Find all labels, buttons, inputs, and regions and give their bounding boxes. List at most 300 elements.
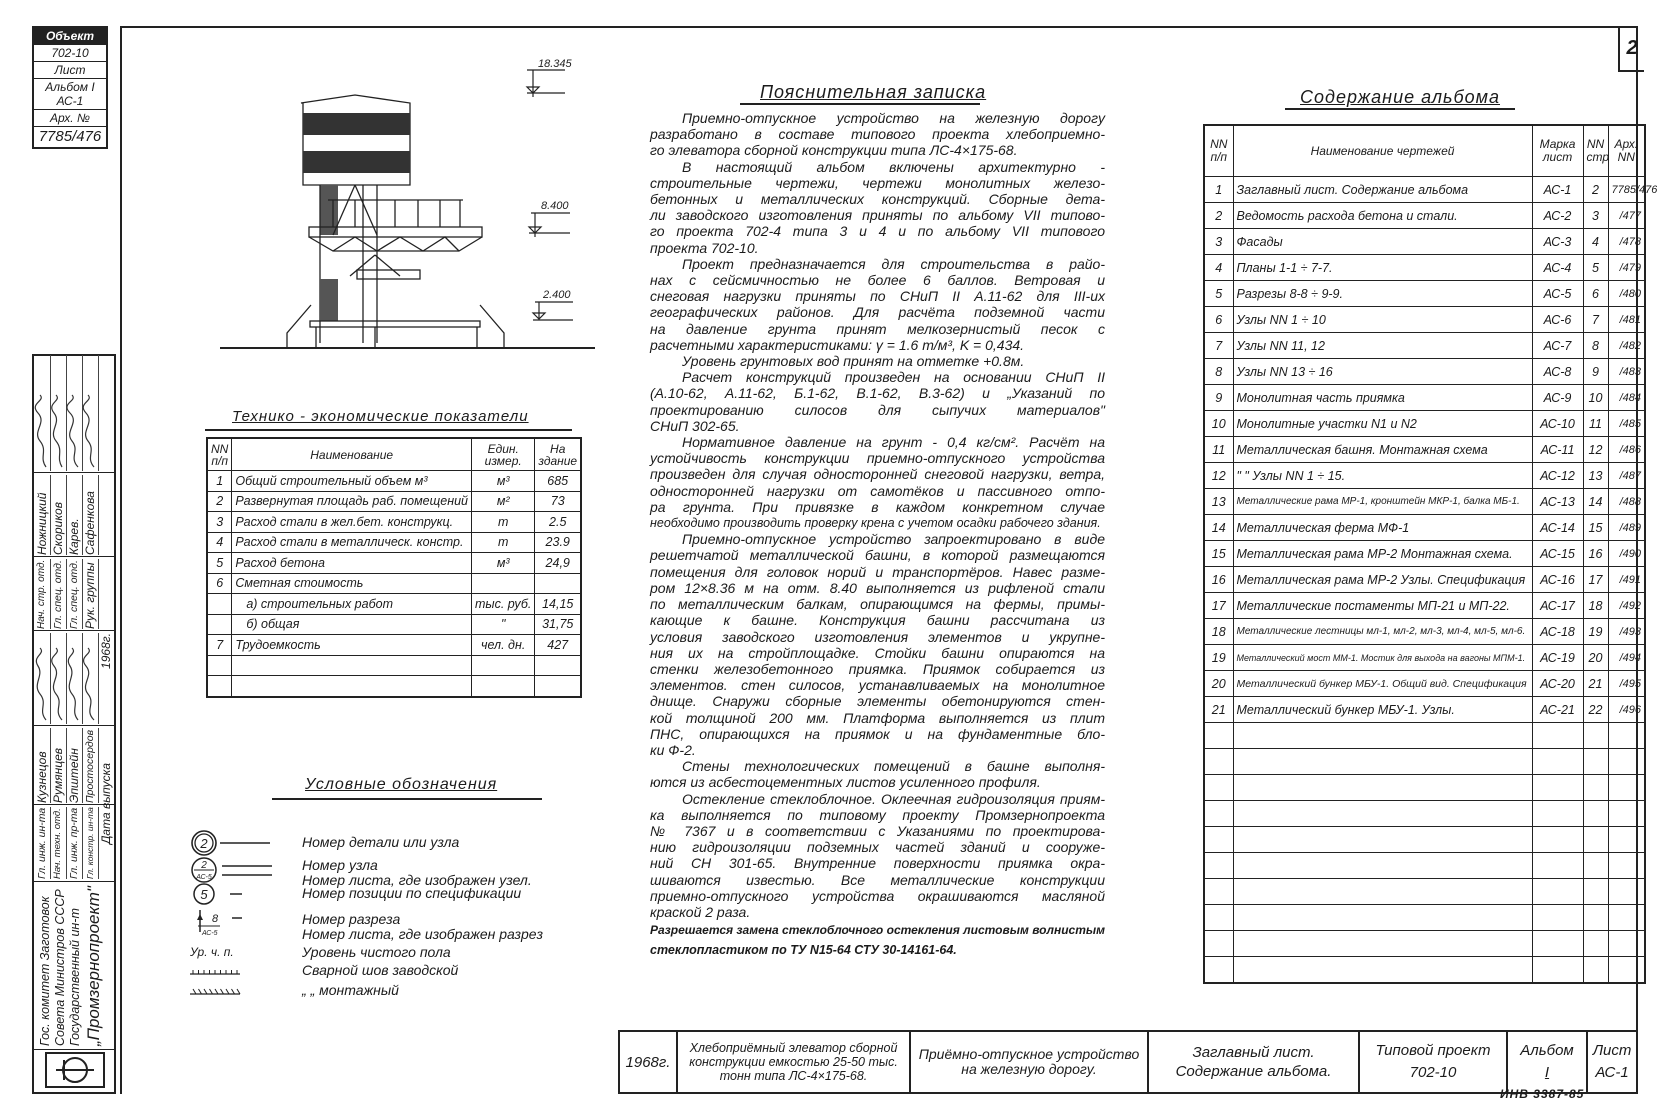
table-cell	[1608, 801, 1645, 827]
table-cell	[1204, 957, 1233, 984]
page-number: 9	[1583, 359, 1608, 385]
organization: Гос. комитет Заготовок Совета Министров СССР Государственный ин-т „Промзернопроект"	[38, 886, 103, 1046]
sheet-mark: АС-10	[1532, 411, 1583, 437]
page-number: 20	[1583, 645, 1608, 671]
note-line: устойчивость конструкции приемно-отпускного устройства	[650, 450, 1105, 467]
empty-row	[1204, 827, 1645, 853]
table-cell: м²	[472, 491, 535, 512]
note-line: строительные чертежи, чертежи монолитных железо-	[650, 174, 1105, 191]
sheet-mark: АС-14	[1532, 515, 1583, 541]
signature-cell	[50, 633, 67, 724]
staff-name: Эпштейн	[66, 728, 83, 803]
staff-name: Кузнецов	[34, 728, 51, 803]
note-line: по металлическим балкам, опирающимся на фермы, примы-	[650, 596, 1105, 613]
page-number: 11	[1583, 411, 1608, 437]
row-number: 19	[1204, 645, 1233, 671]
table-cell	[1532, 749, 1583, 775]
note-line: Проект предназначается для строительства в райо-	[682, 255, 1105, 272]
table-cell	[1233, 879, 1532, 905]
table-cell: 24,9	[535, 553, 581, 574]
archive-stamp	[32, 26, 108, 149]
staff-name: Румянцев	[50, 728, 67, 803]
drawing-name: Металлические лестницы мл-1, мл-2, мл-3, мл-4, мл-5, мл-6.	[1233, 619, 1532, 645]
note-line: ются из асбестоцементных листов усиленного профиля.	[650, 774, 1041, 791]
release-date: 1968г.	[99, 633, 113, 669]
column-header: NN стр	[1583, 125, 1608, 177]
inventory-stamp: ИНВ 3387-85	[1500, 1087, 1585, 1101]
archive-number: /481	[1608, 307, 1645, 333]
empty-row	[1204, 775, 1645, 801]
legend-line: Номер листа, где изображен узел.	[302, 872, 532, 888]
table-cell	[1233, 853, 1532, 879]
note-line: расчетными характеристиками: γ = 1.6 т/м³, K = 0,434.	[650, 336, 1025, 353]
table-cell	[1204, 827, 1233, 853]
table-cell: 4	[207, 532, 232, 553]
table-cell	[1532, 827, 1583, 853]
svg-text:2: 2	[200, 836, 208, 851]
explanatory-note	[650, 110, 1105, 960]
table-row	[1204, 203, 1645, 229]
table-cell: т	[472, 532, 535, 553]
page-number: 5	[1583, 255, 1608, 281]
archive-number: /477	[1608, 203, 1645, 229]
table-cell	[535, 655, 581, 676]
row-number: 7	[1204, 333, 1233, 359]
table-cell	[1532, 723, 1583, 749]
drawing-name: Металлический бункер МБУ-1. Общий вид. Спецификация	[1233, 671, 1532, 697]
drawing-name: Заглавный лист. Содержание альбома	[1233, 177, 1532, 203]
album-sheet: Альбом I АС-1	[34, 79, 106, 110]
note-line: условия заводского изготовления элементов и укрупне-	[650, 628, 1105, 645]
table-cell	[1583, 879, 1608, 905]
table-cell: 2.5	[535, 512, 581, 533]
table-row	[207, 655, 581, 676]
note-line: Расчет конструкций произведен на основании СНиП II	[682, 369, 1105, 386]
table-cell: 685	[535, 471, 581, 492]
table-cell	[1233, 905, 1532, 931]
legend-description	[302, 983, 399, 998]
table-cell	[1204, 775, 1233, 801]
archive-number: 7785/476	[38, 128, 102, 145]
archive-number: /492	[1608, 593, 1645, 619]
table-cell: 6	[207, 573, 232, 594]
year: 1968г.	[620, 1032, 678, 1092]
table-cell	[1532, 931, 1583, 957]
note-line: Приемно-отпускное устройство запроектировано в виде	[682, 531, 1105, 548]
table-cell	[1204, 879, 1233, 905]
row-number: 14	[1204, 515, 1233, 541]
svg-text:АС-5: АС-5	[196, 874, 212, 881]
table-row	[1204, 411, 1645, 437]
sheet-mark: АС-1	[1532, 177, 1583, 203]
legend-description	[302, 945, 451, 960]
legend-description	[302, 886, 521, 901]
sheet-mark: АС-5	[1532, 281, 1583, 307]
tech-indicators-table	[206, 437, 582, 698]
table-cell: 23.9	[535, 532, 581, 553]
empty-row	[1204, 957, 1645, 984]
note-paragraph	[650, 791, 1105, 921]
row-number: 12	[1204, 463, 1233, 489]
note-paragraph	[650, 353, 1105, 369]
note-paragraph	[650, 434, 1105, 531]
table-cell: а) строительных работ	[232, 594, 472, 615]
sheet-mark: АС-13	[1532, 489, 1583, 515]
staff-position: Гл. инж. ин-та	[34, 807, 51, 879]
note-line: днище. Снаружи сборные элементы обетонируются стен-	[650, 693, 1105, 710]
note-line: ра грунта. При привязке в каждом конкретном случае	[650, 498, 1105, 515]
note-line: го элеватора сборной конструкции типа ЛС-4×175-68.	[650, 142, 1018, 159]
signature-cell	[50, 355, 67, 471]
drawing-name: Металлическая рама МР-2 Узлы. Спецификация	[1233, 567, 1532, 593]
row-number: 1	[1204, 177, 1233, 203]
staff-name: Скориков	[50, 475, 67, 555]
note-line: необходимо производить проверку крена с учетом осадки рабочего здания.	[650, 516, 1101, 531]
note-line: ния их на стройплощадке. Стойки башни опираются на	[650, 644, 1105, 661]
archive-number: /485	[1608, 411, 1645, 437]
table-row	[1204, 671, 1645, 697]
table-cell	[207, 655, 232, 676]
table-cell: Трудоемкость	[232, 635, 472, 656]
table-cell: "	[472, 614, 535, 635]
drawing-name: Узлы NN 1 ÷ 10	[1233, 307, 1532, 333]
sheet-mark: АС-19	[1532, 645, 1583, 671]
sheet-mark: АС-18	[1532, 619, 1583, 645]
row-number: 11	[1204, 437, 1233, 463]
elevation-mark: 18.345	[538, 58, 572, 70]
signature-cell	[34, 355, 51, 471]
table-cell: 5	[207, 553, 232, 574]
table-cell	[1583, 905, 1608, 931]
staff-position: Гл. спец. отд.	[50, 559, 67, 629]
table-row	[207, 676, 581, 697]
note-paragraph	[650, 159, 1105, 256]
note-line: снеговая нагрузки приняты по СНиП II А.11-62 для III-их	[650, 288, 1105, 305]
legend-description	[302, 912, 543, 942]
page-number: 16	[1583, 541, 1608, 567]
project-cell: Типовой проект 702-10	[1360, 1032, 1508, 1092]
staff-position: Гл. спец. отд.	[66, 559, 83, 629]
contents-title: Содержание альбома	[1300, 87, 1501, 107]
row-number: 3	[1204, 229, 1233, 255]
column-header: Един. измер.	[472, 438, 535, 471]
empty-row	[1204, 931, 1645, 957]
title-block	[618, 1030, 1638, 1094]
table-cell	[1608, 957, 1645, 984]
svg-text:2: 2	[201, 860, 207, 871]
drawing-name: Металлические рама МР-1, кронштейн МКР-1, балка МБ-1.	[1233, 489, 1532, 515]
note-line: В настоящий альбом включены архитектурно -	[682, 158, 1105, 175]
archive-number: 7785/476	[1608, 177, 1645, 203]
note-line: разработано в составе типового проекта хлебоприемно-	[650, 126, 1105, 143]
row-number: 17	[1204, 593, 1233, 619]
archive-number: /487	[1608, 463, 1645, 489]
table-row	[207, 491, 581, 512]
note-line: ний СН 301-65. Внутренние поверхности приямка окра-	[650, 855, 1105, 872]
table-cell	[472, 573, 535, 594]
table-row	[1204, 307, 1645, 333]
row-number: 8	[1204, 359, 1233, 385]
note-remark	[650, 920, 1105, 960]
drawing-name: Монолитные участки N1 и N2	[1233, 411, 1532, 437]
table-row	[207, 471, 581, 492]
table-cell: Расход бетона	[232, 553, 472, 574]
archive-number: /479	[1608, 255, 1645, 281]
legend-line: Номер листа, где изображен разрез	[302, 926, 543, 942]
archive-number: /480	[1608, 281, 1645, 307]
table-cell	[1204, 723, 1233, 749]
page-number: 18	[1583, 593, 1608, 619]
note-line: произведен для случая односторонней снеговой нагрузки, ветра,	[650, 466, 1105, 483]
row-number: 21	[1204, 697, 1233, 723]
archive-number: /495	[1608, 671, 1645, 697]
empty-row	[1204, 879, 1645, 905]
legend-description	[302, 835, 459, 850]
note-line: Приемно-отпускное устройство на железную дорогу	[682, 110, 1105, 126]
note-paragraph	[650, 758, 1105, 790]
row-number: 5	[1204, 281, 1233, 307]
object-label: Объект	[34, 28, 106, 45]
page-number: 4	[1583, 229, 1608, 255]
note-line: проектированию силосов для сыпучих материалов"	[650, 401, 1105, 418]
staff-position: Рук. группы	[82, 559, 99, 629]
table-cell	[472, 655, 535, 676]
table-cell: Развернутая площадь раб. помещений	[232, 491, 472, 512]
table-row	[207, 594, 581, 615]
tech-title: Технико - экономические показатели	[232, 408, 529, 425]
object-name: Приёмно-отпускное устройство на железную дорогу.	[911, 1032, 1149, 1092]
divider	[272, 798, 542, 800]
legend-description	[302, 963, 458, 978]
note-line: нах с сейсмичностью не более 6 баллов. Ветровая и	[650, 272, 1105, 289]
legend-line: Номер позиции по спецификации	[302, 885, 522, 901]
note-paragraph	[650, 110, 1105, 159]
album-contents-table	[1203, 124, 1657, 984]
note-line: нию гидроизоляции подземных частей зданий и сооруже-	[650, 839, 1105, 856]
table-cell: Сметная стоимость	[232, 573, 472, 594]
institute-logo	[44, 1051, 106, 1089]
table-row	[1204, 229, 1645, 255]
table-cell: 2	[207, 491, 232, 512]
page-number: 6	[1583, 281, 1608, 307]
page-number: 10	[1583, 385, 1608, 411]
note-line: ка выполняется по типовому проекту Промзернопроекта	[650, 806, 1105, 823]
release-date-label: Дата выпуска	[99, 762, 113, 845]
table-cell	[1583, 723, 1608, 749]
note-line: элементов. стен силосов, устанавливаемых на монолитное	[650, 677, 1105, 694]
table-cell	[1583, 853, 1608, 879]
table-row	[207, 614, 581, 635]
sheet-title: Заглавный лист. Содержание альбома.	[1149, 1032, 1360, 1092]
legend-line: Номер узла	[302, 857, 378, 873]
legend-title: Условные обозначения	[305, 776, 498, 793]
sheet-mark: АС-3	[1532, 229, 1583, 255]
staff-position: Нач. техн. отд.	[50, 807, 67, 879]
table-cell	[1532, 957, 1583, 984]
table-row	[1204, 593, 1645, 619]
table-cell: 427	[535, 635, 581, 656]
table-cell: Расход стали в жел.бет. конструкц.	[232, 512, 472, 533]
table-row	[1204, 177, 1645, 203]
note-line: Нормативное давление на грунт - 0,4 кг/см². Расчёт на	[682, 434, 1105, 451]
drawing-name: Монолитная часть приямка	[1233, 385, 1532, 411]
note-line: № 7367 и в соответствии с Указаниями по проектирова-	[650, 822, 1105, 839]
note-paragraph	[650, 369, 1105, 434]
table-row	[1204, 281, 1645, 307]
staff-position: Гл. инж. пр-та	[66, 807, 83, 879]
sheet-mark: АС-7	[1532, 333, 1583, 359]
row-number: 9	[1204, 385, 1233, 411]
staff-name: Ножницкий	[34, 475, 51, 555]
drawing-name: Планы 1-1 ÷ 7-7.	[1233, 255, 1532, 281]
table-cell	[1608, 723, 1645, 749]
page-number: 2	[1618, 26, 1644, 72]
table-cell: 14,15	[535, 594, 581, 615]
table-cell	[1233, 801, 1532, 827]
row-number: 20	[1204, 671, 1233, 697]
table-cell	[1583, 827, 1608, 853]
table-cell: тыс. руб.	[472, 594, 535, 615]
column-header: Арх. NN	[1608, 125, 1645, 177]
row-number: 2	[1204, 203, 1233, 229]
legend-line: Номер детали или узла	[302, 834, 460, 850]
column-header: На здание	[535, 438, 581, 471]
column-header: Марка лист	[1532, 125, 1583, 177]
sheet-mark: АС-16	[1532, 567, 1583, 593]
table-cell: 3	[207, 512, 232, 533]
note-line: Остекление стеклоблочное. Оклеечная гидроизоляция приям-	[682, 790, 1105, 807]
sheet-mark: АС-15	[1532, 541, 1583, 567]
table-row	[1204, 619, 1645, 645]
page-number: 17	[1583, 567, 1608, 593]
table-row	[1204, 463, 1645, 489]
drawing-name: Металлическая рама МР-2 Монтажная схема.	[1233, 541, 1532, 567]
table-cell	[1608, 775, 1645, 801]
drawing-name: Металлический бункер МБУ-1. Узлы.	[1233, 697, 1532, 723]
note-line: (А.10-62, А.11-62, Б.1-62, В.1-62, В.3-62) и „Указаний по	[650, 385, 1105, 402]
note-line: стенки железобетонного приямка. Приямок собирается из	[650, 660, 1105, 677]
table-cell	[207, 614, 232, 635]
elevation-mark: 8.400	[541, 200, 569, 212]
empty-row	[1204, 905, 1645, 931]
table-cell	[232, 655, 472, 676]
drawing-name: Металлическая башня. Монтажная схема	[1233, 437, 1532, 463]
table-cell: 1	[207, 471, 232, 492]
table-row	[1204, 489, 1645, 515]
empty-row	[1204, 723, 1645, 749]
table-cell	[535, 573, 581, 594]
table-row	[1204, 385, 1645, 411]
note-line: на давление грунта принят мелкозернистый песок с	[650, 320, 1105, 337]
archive-number: /494	[1608, 645, 1645, 671]
archive-number: /491	[1608, 567, 1645, 593]
staff-name: Простосердов	[82, 728, 99, 803]
column-header: NN п/п	[1204, 125, 1233, 177]
table-cell: м³	[472, 471, 535, 492]
signature-cell	[66, 633, 83, 724]
page-number: 13	[1583, 463, 1608, 489]
table-cell	[535, 676, 581, 697]
page-number: 12	[1583, 437, 1608, 463]
archive-number: /496	[1608, 697, 1645, 723]
elevation-mark: 2.400	[543, 289, 571, 301]
table-cell	[1233, 931, 1532, 957]
note-line: СНиП 302-65.	[650, 417, 740, 434]
project-number: 702-10	[34, 45, 106, 62]
note-line: краской 2 раза.	[650, 903, 751, 920]
drawing-name: Разрезы 8-8 ÷ 9-9.	[1233, 281, 1532, 307]
drawing-name: Металлические постаменты МП-21 и МП-22.	[1233, 593, 1532, 619]
table-row	[1204, 697, 1645, 723]
table-cell	[1583, 957, 1608, 984]
table-cell: б) общая	[232, 614, 472, 635]
empty-row	[1204, 853, 1645, 879]
table-row	[1204, 645, 1645, 671]
note-paragraph	[650, 531, 1105, 758]
svg-text:8: 8	[212, 913, 219, 925]
svg-text:5: 5	[200, 887, 208, 902]
sheet-mark: АС-4	[1532, 255, 1583, 281]
table-cell	[1532, 905, 1583, 931]
table-cell	[1233, 827, 1532, 853]
sheet-mark: АС-2	[1532, 203, 1583, 229]
table-cell	[1204, 853, 1233, 879]
row-number: 18	[1204, 619, 1233, 645]
note-line: бетонных и металлических конструкций. Сборные дета-	[650, 191, 1105, 208]
archive-number: /484	[1608, 385, 1645, 411]
table-row	[207, 553, 581, 574]
note-line: Уровень грунтовых вод принят на отметке +0.8м.	[682, 353, 1025, 370]
note-line: ли заводского изготовления приняты по альбому VII типово-	[650, 207, 1105, 224]
signature-cell	[82, 633, 99, 724]
table-cell	[1204, 801, 1233, 827]
staff-table	[34, 351, 114, 882]
drawing-name: Узлы NN 11, 12	[1233, 333, 1532, 359]
table-cell	[1532, 853, 1583, 879]
table-cell	[1532, 879, 1583, 905]
page-number: 21	[1583, 671, 1608, 697]
divider	[1285, 108, 1515, 110]
note-line: ром 12×8.36 м на отм. 8.40 выполняется из рифленой стали	[650, 579, 1105, 596]
notes-title: Пояснительная записка	[760, 82, 987, 102]
note-line: решетчатой металлической башни, в которой размещаются	[650, 547, 1105, 564]
page-number: 15	[1583, 515, 1608, 541]
tower-elevation-drawing	[205, 55, 605, 355]
table-cell	[1233, 749, 1532, 775]
drawing-name: " " Узлы NN 1 ÷ 15.	[1233, 463, 1532, 489]
sheet-label: Лист	[34, 62, 106, 79]
sheet-mark: АС-21	[1532, 697, 1583, 723]
table-cell	[1583, 801, 1608, 827]
elevator-description: Хлебоприёмный элеватор сборной конструкции емкостью 25-50 тыс. тонн типа ЛС-4×175-68.	[678, 1032, 911, 1092]
note-line: стеклопластиком по ТУ N15-64 СТУ 30-14161-64.	[650, 943, 957, 958]
drawing-name: Фасады	[1233, 229, 1532, 255]
row-number: 6	[1204, 307, 1233, 333]
sheet-mark: АС-17	[1532, 593, 1583, 619]
table-row	[1204, 515, 1645, 541]
archive-number: /486	[1608, 437, 1645, 463]
legend-line: Номер разреза	[302, 911, 401, 927]
table-cell	[1233, 775, 1532, 801]
page-number: 14	[1583, 489, 1608, 515]
signature-cell	[34, 633, 51, 724]
table-cell	[1204, 931, 1233, 957]
row-number: 10	[1204, 411, 1233, 437]
column-header: NN п/п	[207, 438, 232, 471]
archive-number: /482	[1608, 333, 1645, 359]
table-cell	[232, 676, 472, 697]
column-header: Наименование чертежей	[1233, 125, 1532, 177]
